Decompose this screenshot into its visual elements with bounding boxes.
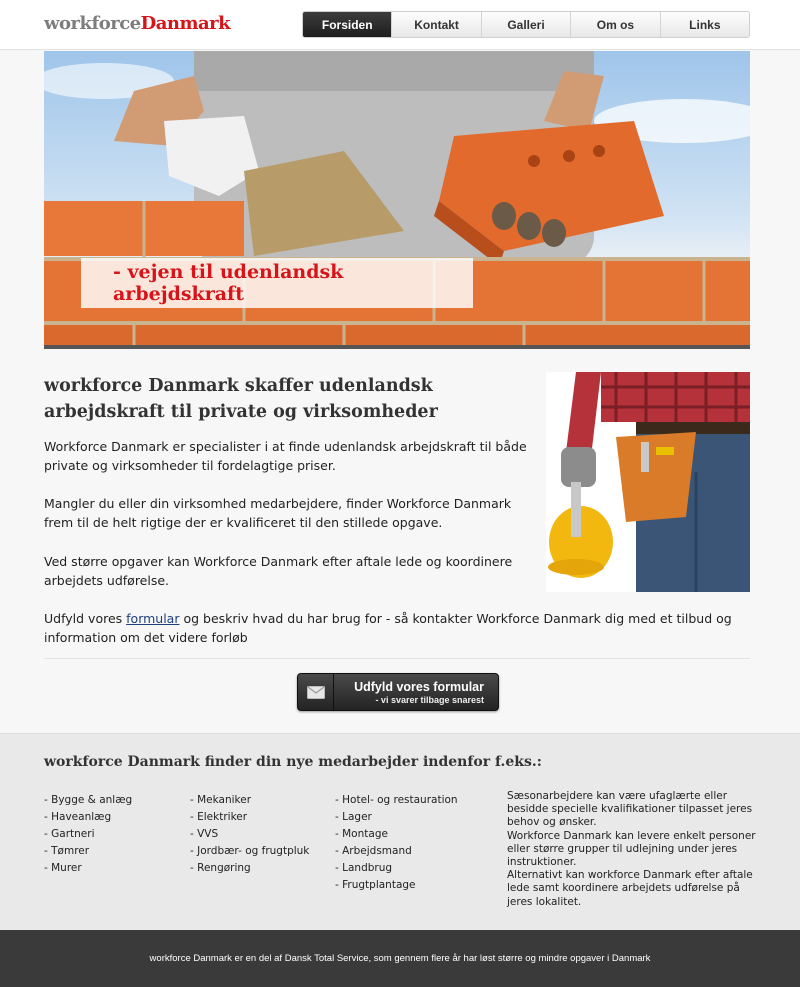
site-footer xyxy=(0,930,800,987)
site-logo[interactable] xyxy=(44,13,230,34)
p4-text-after: og beskriv hvad du har brug for - så kontakter Workforce Danmark dig med et tilbud og information om det videre forløb xyxy=(44,611,732,645)
p4-text-before: Udfyld vores xyxy=(44,611,127,626)
list-item: - Gartneri xyxy=(44,828,95,840)
list-item: - Arbejdsmand xyxy=(335,845,412,857)
hero-tagline-box xyxy=(81,258,473,308)
site-header xyxy=(0,0,800,50)
list-item: - Landbrug xyxy=(335,862,393,874)
note-paragraph-2: Workforce Danmark kan levere enkelt personer eller større grupper til udlejning under jeres instruktioner. xyxy=(507,829,756,869)
list-item: - Jordbær- og frugtpluk xyxy=(190,845,310,857)
seasonal-workers-note xyxy=(507,790,757,909)
nav-item-links[interactable]: Links xyxy=(660,12,749,37)
intro-paragraph-1: Workforce Danmark er specialister i at finde udenlandsk arbejdskraft til både private og virksomheder til fordelagtige priser. xyxy=(44,439,527,473)
note-paragraph-1: Sæsonarbejdere kan være ufaglærte eller besidde specielle kvalifikationer tilpasset jeres behov og ønsker. xyxy=(507,790,753,829)
list-item: - Bygge & anlæg xyxy=(44,794,133,806)
main-nav xyxy=(302,11,750,38)
list-item: - Elektriker xyxy=(190,811,248,823)
list-item: - Frugtplantage xyxy=(335,879,416,891)
job-fields-list-3 xyxy=(335,792,458,894)
logo-part-danmark: Danmark xyxy=(140,13,231,34)
nav-item-galleri[interactable]: Galleri xyxy=(481,12,570,37)
fill-form-button[interactable] xyxy=(297,673,499,711)
intro-paragraph-3: Ved større opgaver kan Workforce Danmark efter aftale lede og koordinere arbejdets udførelse. xyxy=(44,554,513,588)
list-item: - Mekaniker xyxy=(190,794,252,806)
section-divider xyxy=(44,658,750,659)
list-item: - Lager xyxy=(335,811,372,823)
list-item: - Murer xyxy=(44,862,82,874)
list-item: - Hotel- og restauration xyxy=(335,794,458,806)
fill-form-button-label: Udfyld vores formular xyxy=(354,679,484,694)
note-paragraph-3: Alternativt kan workforce Danmark efter aftale lede samt koordinere arbejdets udførelse på jeres lokalitet. xyxy=(507,869,753,908)
nav-item-om-os[interactable]: Om os xyxy=(570,12,659,37)
fill-form-button-text xyxy=(334,674,498,710)
intro-paragraph-4 xyxy=(44,609,754,647)
footer-text: workforce Danmark er en del af Dansk Total Service, som gennem flere år har løst større og mindre opgaver i Danmark xyxy=(149,953,651,964)
nav-item-kontakt[interactable]: Kontakt xyxy=(391,12,480,37)
list-item: - Haveanlæg xyxy=(44,811,112,823)
list-item: - Tømrer xyxy=(44,845,90,857)
list-item: - Montage xyxy=(335,828,388,840)
job-fields-section xyxy=(0,733,800,930)
job-fields-list-2 xyxy=(190,792,309,877)
intro-heading: workforce Danmark skaffer udenlandsk arbejdskraft til private og virksomheder xyxy=(44,376,438,422)
fill-form-button-sublabel: - vi svarer tilbage snarest xyxy=(375,694,484,705)
logo-part-workforce: workforce xyxy=(44,13,141,34)
nav-item-forsiden[interactable]: Forsiden xyxy=(303,12,391,37)
intro-paragraph-2: Mangler du eller din virksomhed medarbejdere, finder Workforce Danmark frem til de helt rigtige der er kvalificeret til den stillede opgave. xyxy=(44,496,512,530)
hero-banner xyxy=(44,51,750,349)
job-fields-list-1 xyxy=(44,792,132,877)
hero-tagline: - vejen til udenlandsk arbejdskraft xyxy=(113,261,344,305)
formular-link[interactable]: formular xyxy=(126,611,180,626)
list-item: - Rengøring xyxy=(190,862,251,874)
job-fields-heading: workforce Danmark finder din nye medarbejder indenfor f.eks.: xyxy=(44,754,542,770)
list-item: - VVS xyxy=(190,828,219,840)
worker-image xyxy=(546,372,750,592)
envelope-icon xyxy=(298,674,334,710)
